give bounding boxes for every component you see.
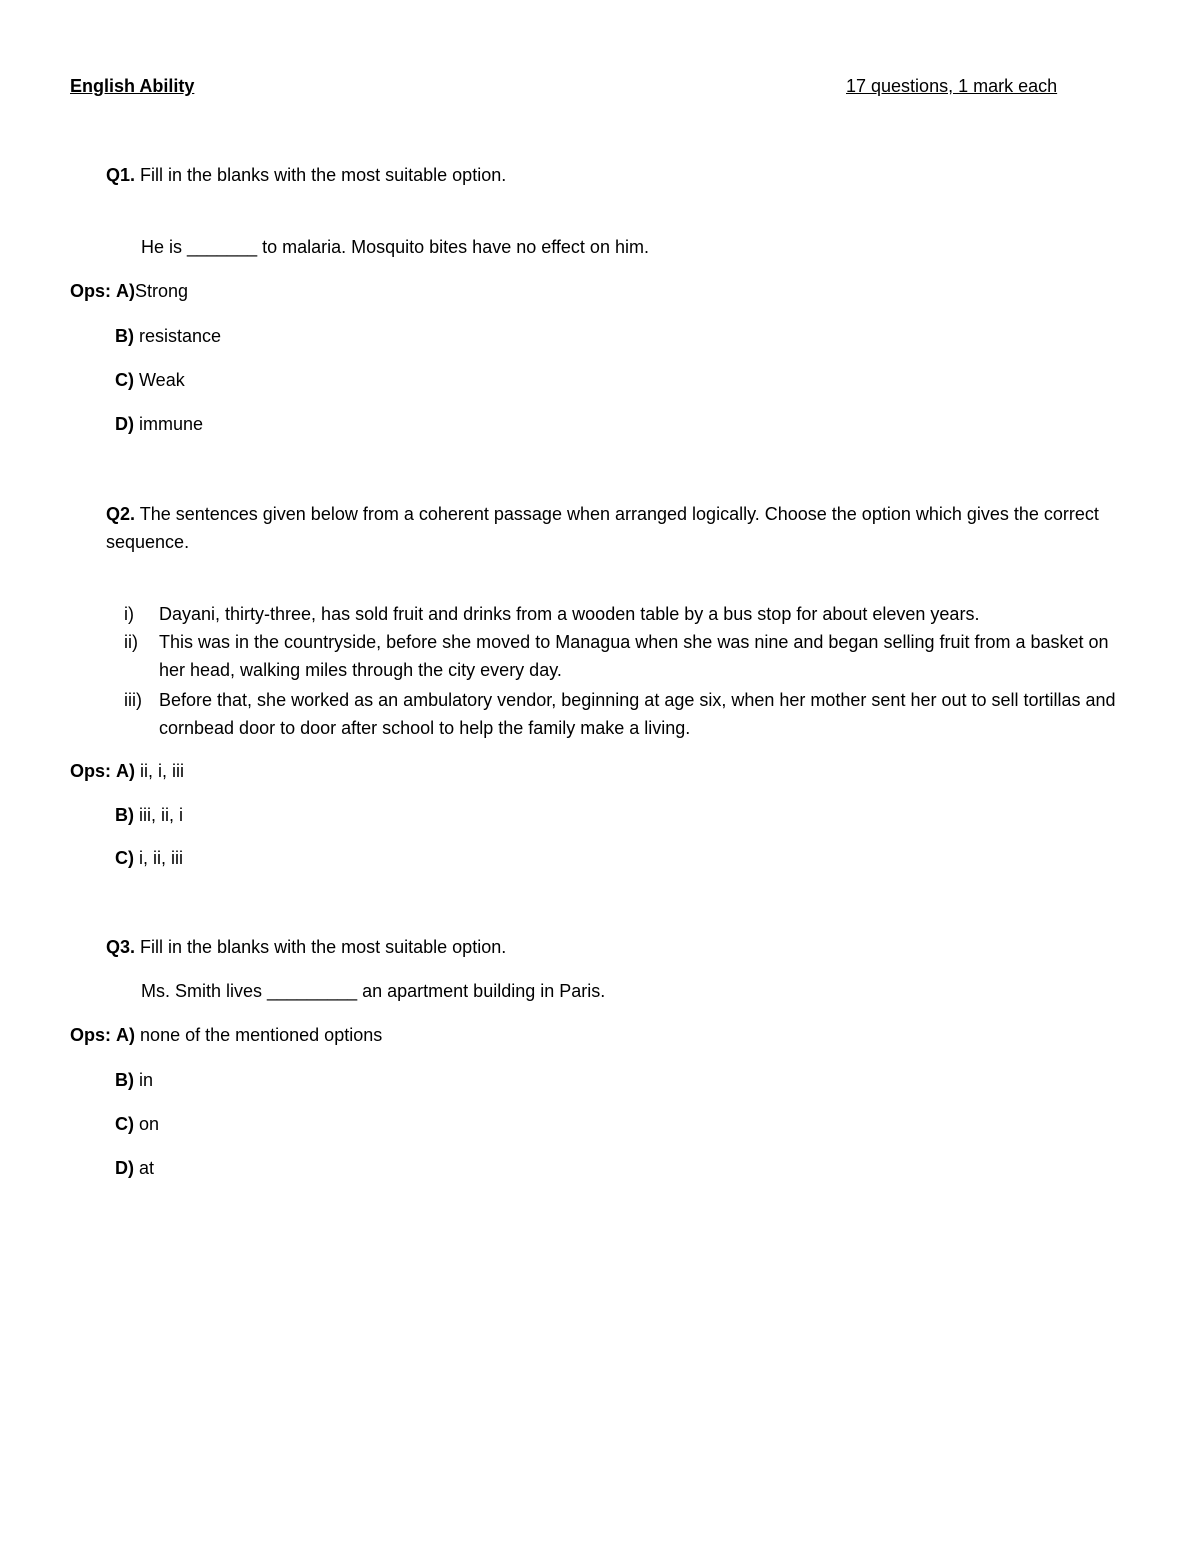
q2-option-a xyxy=(70,759,184,783)
q2-sentence-num: ii) xyxy=(124,632,138,652)
option-letter: B) xyxy=(115,326,134,346)
q1-option-c xyxy=(115,368,185,392)
option-letter: B) xyxy=(115,805,134,825)
q1-option-d xyxy=(115,412,203,436)
q2-option-c xyxy=(115,846,183,870)
q2-sentence-num: i) xyxy=(124,604,134,624)
q3-option-a xyxy=(70,1023,382,1047)
option-text: iii, ii, i xyxy=(139,805,184,825)
q1-number: Q1. xyxy=(106,165,136,185)
q3-question xyxy=(106,935,506,959)
q2-instruction: The sentences given below from a coherent passage when arranged logically. Choose the option which gives the correct sequence. xyxy=(106,504,1099,552)
option-letter: A) xyxy=(116,761,136,781)
option-text: on xyxy=(139,1114,160,1134)
option-letter: A) xyxy=(116,1025,136,1045)
option-text: Strong xyxy=(135,281,189,301)
q1-instruction: Fill in the blanks with the most suitable option. xyxy=(140,165,507,185)
q3-option-c xyxy=(115,1112,159,1136)
marks-info: 17 questions, 1 mark each xyxy=(846,76,1058,96)
option-text: at xyxy=(139,1158,155,1178)
q3-instruction: Fill in the blanks with the most suitable option. xyxy=(140,937,507,957)
option-text: i, ii, iii xyxy=(139,848,184,868)
option-text: in xyxy=(139,1070,154,1090)
option-letter: A) xyxy=(116,281,136,301)
option-text: Weak xyxy=(139,370,185,390)
q1-question xyxy=(106,163,506,187)
q2-sentence-num: iii) xyxy=(124,690,142,710)
q2-sentence: This was in the countryside, before she moved to Managua when she was nine and began selling fruit from a basket on her head, walking miles through the city every day. xyxy=(159,632,1109,680)
option-letter: D) xyxy=(115,1158,134,1178)
option-letter: D) xyxy=(115,414,134,434)
q2-number: Q2. xyxy=(106,504,136,524)
q3-option-b xyxy=(115,1068,153,1092)
option-letter: B) xyxy=(115,1070,134,1090)
q2-option-b xyxy=(115,803,183,827)
q3-number: Q3. xyxy=(106,937,136,957)
option-text: resistance xyxy=(139,326,222,346)
q2-sentence: Dayani, thirty-three, has sold fruit and drinks from a wooden table by a bus stop for about eleven years. xyxy=(159,604,980,624)
option-letter: C) xyxy=(115,848,134,868)
q3-sentence: Ms. Smith lives _________ an apartment building in Paris. xyxy=(141,981,606,1001)
ops-label: Ops: xyxy=(70,761,112,781)
q2-question xyxy=(106,500,1136,556)
ops-label: Ops: xyxy=(70,1025,112,1045)
option-letter: C) xyxy=(115,1114,134,1134)
q1-option-b xyxy=(115,324,221,348)
page-title: English Ability xyxy=(70,76,195,96)
option-text: none of the mentioned options xyxy=(140,1025,383,1045)
q1-sentence: He is _______ to malaria. Mosquito bites have no effect on him. xyxy=(141,237,649,257)
option-letter: C) xyxy=(115,370,134,390)
q3-option-d xyxy=(115,1156,154,1180)
q2-sentence: Before that, she worked as an ambulatory vendor, beginning at age six, when her mother sent her out to sell tortillas and cornbead door to door after school to help the family make a living. xyxy=(159,690,1116,738)
ops-label: Ops: xyxy=(70,281,112,301)
option-text: immune xyxy=(139,414,204,434)
option-text: ii, i, iii xyxy=(140,761,185,781)
q1-option-a xyxy=(70,279,188,303)
